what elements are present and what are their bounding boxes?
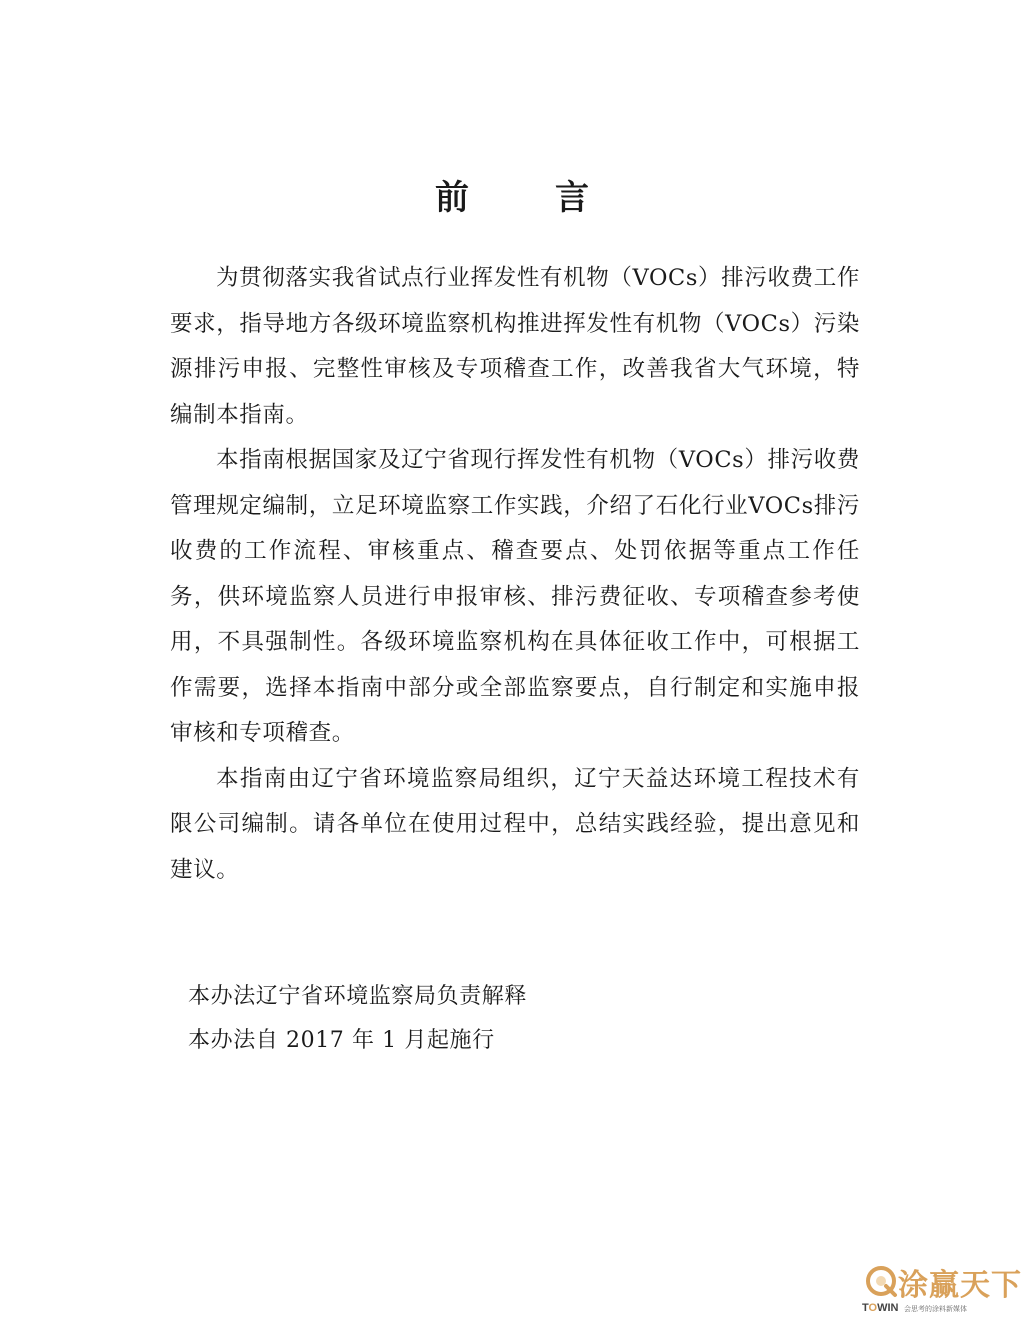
- paragraph-3: 本指南由辽宁省环境监察局组织，辽宁天益达环境工程技术有限公司编制。请各单位在使用过程中，总结实践经验，提出意见和建议。: [170, 765, 860, 883]
- watermark-tagline: 会思考的涂料新媒体: [904, 1305, 967, 1313]
- watermark-name: 涂赢天下: [898, 1268, 1022, 1303]
- watermark-brand: [862, 1302, 898, 1314]
- towin-logo-icon: [864, 1264, 898, 1298]
- paragraph-2: 本指南根据国家及辽宁省现行挥发性有机物（VOCs）排污收费管理规定编制，立足环境监察工作实践，介绍了石化行业VOCs排污收费的工作流程、审核重点、稽查要点、处罚依据等重点工作任务，供环境监察人员进行申报审核、排污费征收、专项稽查参考使用，不具强制性。各级环境监察机构在具体征收工作中，可根据工作需要，选择本指南中部分或全部监察要点，自行制定和实施申报审核和专项稽查。: [170, 447, 860, 746]
- footer-notes: [188, 975, 788, 1063]
- brand-o: O: [868, 1302, 878, 1314]
- effective-date-note: 本办法自 2017 年 1 月起施行: [188, 1028, 495, 1053]
- page-title: 前言: [435, 178, 675, 218]
- towin-watermark: [858, 1260, 1022, 1320]
- paragraph-1: 为贯彻落实我省试点行业挥发性有机物（VOCs）排污收费工作要求，指导地方各级环境监察机构推进挥发性有机物（VOCs）污染源排污申报、完整性审核及专项稽查工作，改善我省大气环境，特编制本指南。: [170, 265, 860, 428]
- preface-body: [170, 256, 860, 893]
- brand-suffix: WIN: [877, 1302, 899, 1314]
- brand-prefix: T: [862, 1302, 869, 1314]
- interpretation-note: 本办法辽宁省环境监察局负责解释: [188, 984, 528, 1009]
